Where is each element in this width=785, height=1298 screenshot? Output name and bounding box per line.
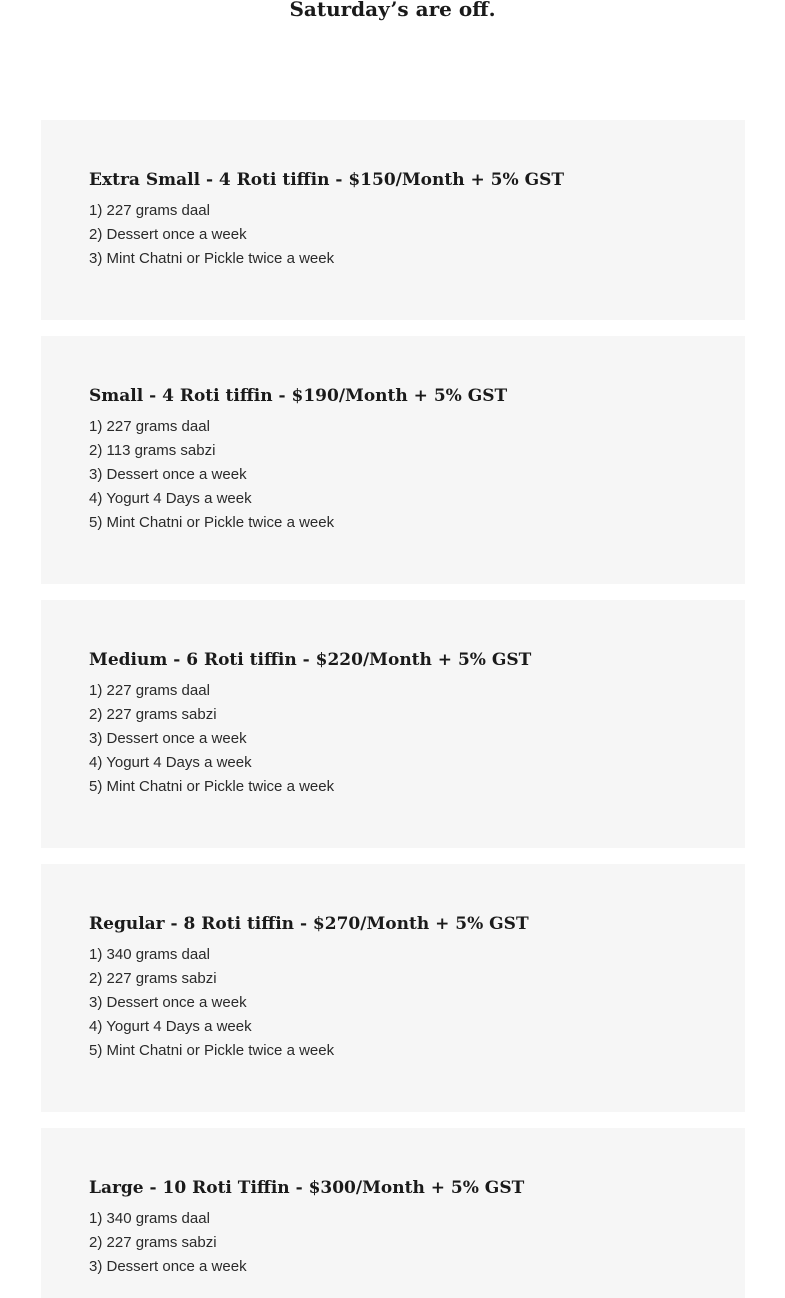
plan-items [89, 679, 697, 799]
plan-item: 5) Mint Chatni or Pickle twice a week [89, 778, 335, 795]
plan-items [89, 199, 697, 271]
plan-item: 2) 227 grams sabzi [89, 970, 217, 987]
plan-list [41, 120, 745, 1298]
plan-title: Medium - 6 Roti tiffin - $220/Month + 5% GST [89, 650, 532, 670]
plan-item: 3) Dessert once a week [89, 994, 247, 1011]
plan-item: 1) 340 grams daal [89, 946, 210, 963]
plan-item: 3) Mint Chatni or Pickle twice a week [89, 250, 335, 267]
plan-item: 5) Mint Chatni or Pickle twice a week [89, 514, 335, 531]
plan-card-medium [41, 600, 745, 848]
plan-title: Small - 4 Roti tiffin - $190/Month + 5% GST [89, 386, 508, 406]
plan-item: 1) 227 grams daal [89, 202, 210, 219]
plan-card-regular [41, 864, 745, 1112]
plan-item: 3) Dessert once a week [89, 466, 247, 483]
plan-item: 4) Yogurt 4 Days a week [89, 754, 252, 771]
plan-title: Large - 10 Roti Tiffin - $300/Month + 5% GST [89, 1178, 525, 1198]
plan-title: Regular - 8 Roti tiffin - $270/Month + 5% GST [89, 914, 529, 934]
schedule-note: Saturday’s are off. [289, 0, 496, 21]
plan-item: 3) Dessert once a week [89, 730, 247, 747]
plan-card-large [41, 1128, 745, 1298]
plan-card-small [41, 336, 745, 584]
plan-title: Extra Small - 4 Roti tiffin - $150/Month + 5% GST [89, 170, 565, 190]
plan-item: 5) Mint Chatni or Pickle twice a week [89, 1042, 335, 1059]
plan-item: 2) 227 grams sabzi [89, 1234, 217, 1251]
plan-item: 3) Dessert once a week [89, 1258, 247, 1275]
plan-items [89, 1207, 697, 1279]
plan-item: 1) 227 grams daal [89, 682, 210, 699]
plan-item: 1) 340 grams daal [89, 1210, 210, 1227]
plan-item: 2) Dessert once a week [89, 226, 247, 243]
plan-item: 2) 113 grams sabzi [89, 442, 216, 459]
plan-items [89, 943, 697, 1063]
plan-item: 4) Yogurt 4 Days a week [89, 1018, 252, 1035]
plan-item: 2) 227 grams sabzi [89, 706, 217, 723]
plan-item: 4) Yogurt 4 Days a week [89, 490, 252, 507]
plan-items [89, 415, 697, 535]
plan-item: 1) 227 grams daal [89, 418, 210, 435]
plan-card-extra-small [41, 120, 745, 320]
